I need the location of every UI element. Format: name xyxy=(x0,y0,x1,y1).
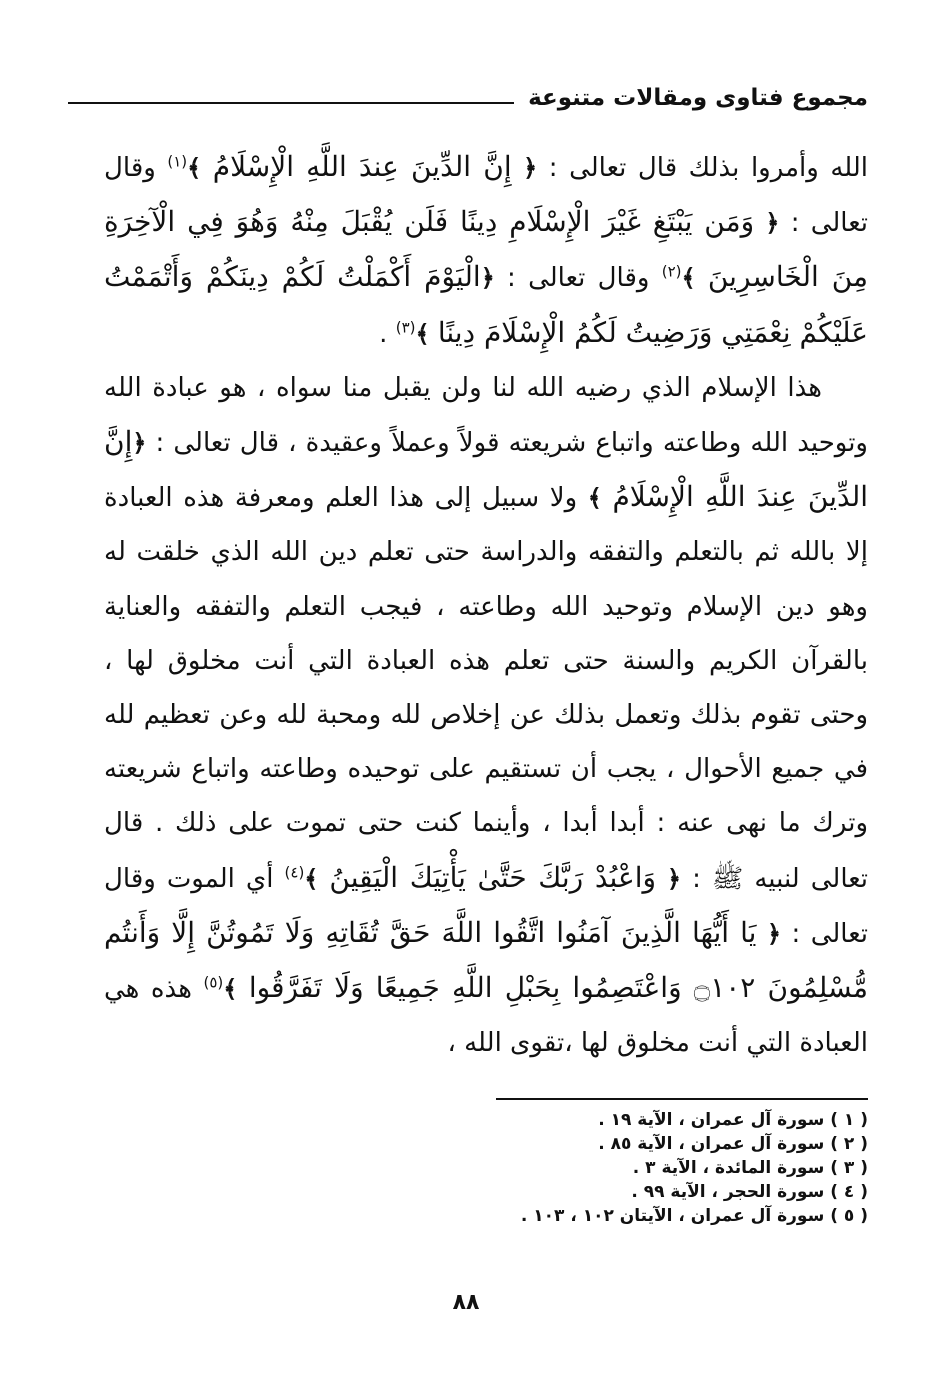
quran-bracket-close: ﴾ xyxy=(681,264,696,293)
running-header xyxy=(68,78,868,118)
text-run: الله وأمروا بذلك قال تعالى : xyxy=(537,153,869,183)
quran-verse: الْيَوْمَ أَكْمَلْتُ لَكُمْ دِينَكُمْ وَأَتْمَمْتُ عَلَيْكُمْ نِعْمَتِي وَرَضِيتُ لَكُمُ الْإِسْلَامَ دِينًا xyxy=(104,260,868,349)
footnote-5: ( ٥ ) سورة آل عمران ، الآيتان ١٠٢ ، ١٠٣ . xyxy=(520,1206,868,1226)
quran-bracket-open: ﴿ xyxy=(480,264,495,293)
quran-bracket-open: ﴿ xyxy=(766,919,782,948)
header-rule xyxy=(68,102,514,104)
quran-verse: إِنَّ الدِّينَ عِندَ اللَّهِ الْإِسْلَامُ xyxy=(212,150,512,183)
footnote-1: ( ١ ) سورة آل عمران ، الآية ١٩ . xyxy=(598,1110,868,1130)
main-text xyxy=(104,140,868,1070)
paragraph-1 xyxy=(104,140,868,361)
text-run: هذه هي العبادة التي أنت مخلوق لها ،تقوى الله ، xyxy=(104,974,868,1059)
footnote-ref: (٢) xyxy=(661,262,682,281)
footnote-3: ( ٣ ) سورة المائدة ، الآية ٣ . xyxy=(632,1158,868,1178)
footnote-ref: (٥) xyxy=(203,973,224,992)
quran-bracket-close: ﴾ xyxy=(223,975,238,1004)
quran-bracket-close: ﴾ xyxy=(587,484,602,513)
quran-bracket-close: ﴾ xyxy=(304,864,319,893)
footnote-ref: (١) xyxy=(167,152,188,171)
text-run: وقال تعالى : xyxy=(494,263,662,294)
quran-bracket-open: ﴿ xyxy=(667,864,682,893)
quran-bracket-open: ﴿ xyxy=(523,154,538,182)
footnote-separator xyxy=(496,1098,868,1100)
footnote-ref: (٤) xyxy=(284,862,305,881)
paragraph-2 xyxy=(104,361,868,1071)
text-run: وقال تعالى : xyxy=(104,153,869,239)
quran-verse: إِنَّ الدِّينَ عِندَ اللَّهِ الْإِسْلَامُ xyxy=(104,425,869,514)
footnote-2: ( ٢ ) سورة آل عمران ، الآية ٨٥ . xyxy=(598,1134,868,1154)
text-run: أي الموت وقال تعالى : xyxy=(104,863,868,949)
page-number: ٨٨ xyxy=(452,1290,480,1315)
footnote-4: ( ٤ ) سورة الحجر ، الآية ٩٩ . xyxy=(631,1182,868,1202)
quran-bracket-close: ﴾ xyxy=(187,154,202,182)
quran-verse: يَا أَيُّهَا الَّذِينَ آمَنُوا اتَّقُوا اللَّهَ حَقَّ تُقَاتِهِ وَلَا تَمُوتُنَّ إِلَّا وَأَنتُم مُّسْلِمُونَ ۝١٠٢ وَاعْتَصِمُوا بِحَبْلِ اللَّهِ جَمِيعًا وَلَا تَفَرَّقُوا xyxy=(104,915,868,1005)
quran-bracket-close: ﴾ xyxy=(415,319,430,348)
text-run: هذا الإسلام الذي رضيه الله لنا ولن يقبل منا سواه ، هو عبادة الله وتوحيد الله وطاعته واتباع شريعته قولاً وعملاً وعقيدة ، قال تعالى : xyxy=(104,372,868,459)
quran-verse: وَاعْبُدْ رَبَّكَ حَتَّىٰ يَأْتِيَكَ الْيَقِينُ xyxy=(329,860,657,894)
header-title: مجموع فتاوى ومقالات متنوعة xyxy=(528,85,868,111)
text-run: ولا سبيل إلى هذا العلم ومعرفة هذه العبادة إلا بالله ثم بالتعلم والتفقه والدراسة حتى تعلم دين الله الذي خلقت له وهو دين الإسلام وتوحيد الله وطاعته ، فيجب التعلم والتفقه والعناية بالقرآن الكريم والسنة حتى تعلم هذه العبادة التي أنت مخلوق لها ، وحتى تقوم بذلك وتعمل بذلك عن إخلاص لله ومحبة لله وعن تعظيم لله في جميع الأحوال ، يجب أن تستقيم على توحيده وطاعته واتباع شريعته وترك ما نهى عنه : أبدا أبدا ، وأينما كنت حتى تموت على ذلك . قال تعالى لنبيه ﷺ : xyxy=(104,483,869,894)
quran-verse: وَمَن يَبْتَغِ غَيْرَ الْإِسْلَامِ دِينًا فَلَن يُقْبَلَ مِنْهُ وَهُوَ فِي الْآخِرَةِ مِنَ الْخَاسِرِينَ xyxy=(104,205,869,294)
quran-bracket-open: ﴿ xyxy=(132,429,147,458)
text-run: . xyxy=(379,318,396,349)
quran-bracket-open: ﴿ xyxy=(765,209,780,238)
footnote-ref: (٣) xyxy=(395,317,416,336)
footnotes xyxy=(104,1108,868,1228)
